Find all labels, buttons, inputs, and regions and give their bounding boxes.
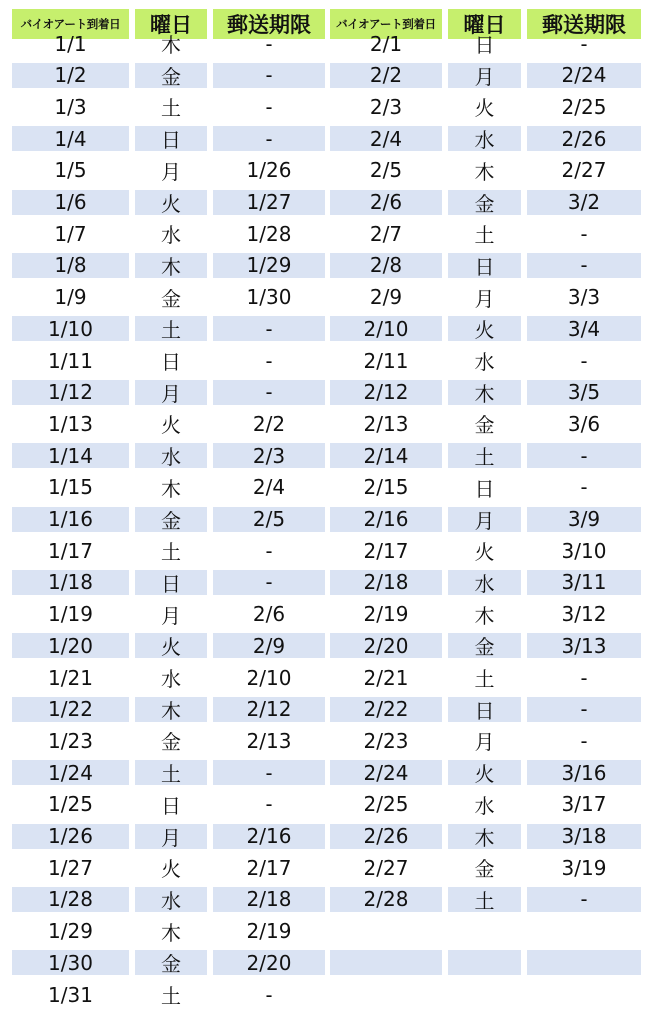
jan-day-cell: 火: [161, 857, 181, 882]
jan-day-cell: 木: [161, 33, 181, 57]
feb-deadline-cell: 3/16: [527, 760, 641, 785]
jan-date-cell: 1/31: [48, 982, 93, 1007]
jan-deadline-cell: -: [213, 63, 325, 88]
feb-day-cell: 木: [474, 159, 495, 184]
feb-day-cell: 水: [448, 570, 521, 595]
jan-deadline-cell: -: [262, 792, 276, 817]
feb-date-cell: 2/15: [363, 475, 409, 500]
jan-deadline-cell: -: [262, 538, 276, 563]
jan-date-cell: 1/29: [48, 919, 93, 944]
jan-date-cell: 1/19: [48, 602, 93, 627]
jan-day-cell: 水: [135, 443, 207, 468]
feb-date-cell: 2/3: [369, 94, 403, 119]
feb-deadline-cell: -: [577, 221, 591, 246]
empty-cell: [448, 950, 521, 975]
jan-date-cell: 1/18: [12, 570, 129, 595]
feb-date-cell: 2/14: [330, 443, 442, 468]
jan-deadline-cell: 2/16: [213, 824, 325, 849]
jan-date-cell: 1/5: [54, 158, 87, 183]
jan-date-cell: 1/1: [54, 31, 87, 56]
jan-deadline-cell: 2/6: [252, 602, 286, 627]
jan-deadline-cell: -: [262, 982, 276, 1007]
jan-day-cell: 土: [161, 540, 181, 565]
jan-date-cell: 1/12: [12, 380, 129, 405]
jan-deadline-cell: -: [213, 760, 325, 785]
jan-deadline-cell: 2/5: [213, 507, 325, 532]
feb-date-cell: 2/13: [363, 411, 409, 436]
feb-date-cell: 2/10: [330, 316, 442, 341]
jan-date-cell: 1/10: [12, 316, 129, 341]
jan-date-cell: 1/22: [12, 697, 129, 722]
feb-date-cell: 2/6: [330, 190, 442, 215]
jan-day-cell: 土: [161, 984, 181, 1008]
feb-deadline-cell: 3/13: [527, 633, 641, 658]
feb-day-cell: 木: [474, 603, 495, 628]
feb-date-cell: 2/1: [369, 31, 403, 56]
feb-date-cell: 2/23: [363, 728, 409, 753]
jan-day-cell: 土: [135, 760, 207, 785]
feb-deadline-cell: -: [527, 443, 641, 468]
feb-day-cell: 木: [448, 824, 521, 849]
header-weekday-feb: 曜日: [448, 9, 521, 39]
header-arrival-date-jan: バイオアート到着日: [12, 9, 129, 39]
jan-date-cell: 1/6: [12, 190, 129, 215]
jan-day-cell: 日: [135, 570, 207, 595]
jan-date-cell: 1/25: [48, 792, 93, 817]
jan-day-cell: 金: [135, 63, 207, 88]
feb-date-cell: 2/9: [369, 285, 403, 310]
feb-date-cell: 2/24: [330, 760, 442, 785]
jan-deadline-cell: 2/19: [246, 919, 292, 944]
jan-deadline-cell: -: [262, 348, 276, 373]
jan-deadline-cell: 2/13: [246, 728, 292, 753]
feb-date-cell: 2/22: [330, 697, 442, 722]
feb-deadline-cell: 2/27: [561, 158, 607, 183]
feb-deadline-cell: -: [527, 887, 641, 912]
feb-deadline-cell: 3/3: [567, 285, 601, 310]
feb-deadline-cell: -: [577, 348, 591, 373]
feb-deadline-cell: -: [527, 253, 641, 278]
jan-deadline-cell: 2/18: [213, 887, 325, 912]
jan-deadline-cell: 1/26: [246, 158, 292, 183]
feb-date-cell: 2/8: [330, 253, 442, 278]
feb-day-cell: 火: [448, 760, 521, 785]
jan-deadline-cell: 1/28: [246, 221, 292, 246]
feb-deadline-cell: -: [577, 475, 591, 500]
feb-date-cell: 2/21: [363, 665, 409, 690]
jan-date-cell: 1/9: [54, 285, 87, 310]
feb-deadline-cell: 3/19: [561, 855, 607, 880]
feb-date-cell: 2/18: [330, 570, 442, 595]
feb-deadline-cell: 3/12: [561, 602, 607, 627]
jan-deadline-cell: -: [262, 31, 276, 56]
jan-deadline-cell: 2/17: [246, 855, 292, 880]
feb-date-cell: 2/28: [330, 887, 442, 912]
feb-deadline-cell: 3/9: [527, 507, 641, 532]
header-weekday-jan: 曜日: [135, 9, 207, 39]
jan-date-cell: 1/8: [12, 253, 129, 278]
empty-cell: [527, 950, 641, 975]
jan-day-cell: 木: [161, 476, 181, 501]
feb-day-cell: 火: [448, 316, 521, 341]
feb-deadline-cell: -: [577, 665, 591, 690]
jan-day-cell: 土: [161, 96, 181, 121]
feb-deadline-cell: 2/25: [561, 94, 607, 119]
jan-date-cell: 1/21: [48, 665, 93, 690]
feb-day-cell: 金: [448, 633, 521, 658]
jan-day-cell: 水: [135, 887, 207, 912]
jan-date-cell: 1/16: [12, 507, 129, 532]
empty-cell: [330, 950, 442, 975]
jan-date-cell: 1/11: [48, 348, 93, 373]
jan-date-cell: 1/15: [48, 475, 93, 500]
jan-deadline-cell: 2/2: [252, 411, 286, 436]
jan-date-cell: 1/30: [12, 950, 129, 975]
jan-deadline-cell: 2/20: [213, 950, 325, 975]
feb-deadline-cell: 3/17: [561, 792, 607, 817]
feb-day-cell: 木: [448, 380, 521, 405]
feb-day-cell: 月: [474, 286, 495, 311]
feb-date-cell: 2/16: [330, 507, 442, 532]
feb-deadline-cell: 3/4: [527, 316, 641, 341]
jan-deadline-cell: 2/12: [213, 697, 325, 722]
jan-deadline-cell: 1/30: [246, 285, 292, 310]
feb-day-cell: 金: [474, 857, 495, 882]
feb-date-cell: 2/12: [330, 380, 442, 405]
feb-deadline-cell: 3/2: [527, 190, 641, 215]
feb-day-cell: 土: [448, 887, 521, 912]
jan-deadline-cell: -: [213, 126, 325, 151]
jan-day-cell: 土: [135, 316, 207, 341]
feb-date-cell: 2/27: [363, 855, 409, 880]
feb-deadline-cell: 3/18: [527, 824, 641, 849]
feb-date-cell: 2/17: [363, 538, 409, 563]
feb-day-cell: 金: [448, 190, 521, 215]
feb-day-cell: 水: [474, 350, 495, 374]
feb-day-cell: 火: [474, 96, 495, 121]
jan-day-cell: 月: [161, 159, 181, 184]
feb-day-cell: 日: [448, 253, 521, 278]
jan-day-cell: 火: [135, 633, 207, 658]
jan-day-cell: 金: [135, 507, 207, 532]
jan-day-cell: 金: [161, 730, 181, 755]
feb-day-cell: 月: [448, 63, 521, 88]
jan-date-cell: 1/26: [12, 824, 129, 849]
jan-day-cell: 金: [161, 286, 181, 311]
feb-date-cell: 2/11: [363, 348, 409, 373]
jan-day-cell: 日: [161, 350, 181, 374]
header-arrival-date-feb: バイオアート到着日: [330, 9, 442, 39]
feb-date-cell: 2/5: [369, 158, 403, 183]
feb-day-cell: 金: [474, 413, 495, 438]
feb-date-cell: 2/2: [330, 63, 442, 88]
jan-day-cell: 木: [135, 253, 207, 278]
feb-deadline-cell: -: [577, 728, 591, 753]
feb-date-cell: 2/7: [369, 221, 403, 246]
feb-deadline-cell: 3/6: [567, 411, 601, 436]
jan-deadline-cell: 2/9: [213, 633, 325, 658]
feb-deadline-cell: -: [577, 31, 591, 56]
feb-date-cell: 2/26: [330, 824, 442, 849]
jan-date-cell: 1/27: [48, 855, 93, 880]
header-mail-deadline-jan: 郵送期限: [213, 9, 325, 39]
jan-deadline-cell: 1/29: [213, 253, 325, 278]
jan-deadline-cell: 1/27: [213, 190, 325, 215]
jan-date-cell: 1/2: [12, 63, 129, 88]
feb-date-cell: 2/25: [363, 792, 409, 817]
feb-date-cell: 2/19: [363, 602, 409, 627]
feb-date-cell: 2/20: [330, 633, 442, 658]
jan-day-cell: 金: [135, 950, 207, 975]
jan-date-cell: 1/4: [12, 126, 129, 151]
jan-day-cell: 月: [135, 824, 207, 849]
feb-deadline-cell: 3/11: [527, 570, 641, 595]
jan-deadline-cell: -: [213, 316, 325, 341]
jan-date-cell: 1/20: [12, 633, 129, 658]
jan-date-cell: 1/24: [12, 760, 129, 785]
feb-deadline-cell: 3/10: [561, 538, 607, 563]
jan-day-cell: 火: [135, 190, 207, 215]
jan-day-cell: 月: [161, 603, 181, 628]
feb-deadline-cell: 2/26: [527, 126, 641, 151]
jan-day-cell: 水: [161, 667, 181, 691]
jan-day-cell: 日: [161, 793, 181, 818]
feb-deadline-cell: -: [527, 697, 641, 722]
jan-day-cell: 水: [161, 223, 181, 248]
jan-deadline-cell: -: [213, 380, 325, 405]
jan-deadline-cell: 2/4: [252, 475, 286, 500]
jan-day-cell: 火: [161, 413, 181, 438]
jan-date-cell: 1/14: [12, 443, 129, 468]
jan-date-cell: 1/13: [48, 411, 93, 436]
jan-deadline-cell: 2/3: [213, 443, 325, 468]
feb-day-cell: 土: [474, 667, 495, 691]
feb-day-cell: 月: [474, 730, 495, 755]
feb-day-cell: 日: [474, 33, 495, 57]
header-mail-deadline-feb: 郵送期限: [527, 9, 641, 39]
feb-date-cell: 2/4: [330, 126, 442, 151]
jan-day-cell: 日: [135, 126, 207, 151]
feb-day-cell: 水: [448, 126, 521, 151]
jan-day-cell: 木: [135, 697, 207, 722]
jan-date-cell: 1/23: [48, 728, 93, 753]
feb-day-cell: 月: [448, 507, 521, 532]
feb-day-cell: 土: [474, 223, 495, 248]
feb-day-cell: 火: [474, 540, 495, 565]
jan-deadline-cell: 2/10: [246, 665, 292, 690]
jan-deadline-cell: -: [262, 94, 276, 119]
jan-date-cell: 1/7: [54, 221, 87, 246]
jan-day-cell: 月: [135, 380, 207, 405]
feb-day-cell: 土: [448, 443, 521, 468]
feb-deadline-cell: 2/24: [527, 63, 641, 88]
jan-date-cell: 1/3: [54, 94, 87, 119]
feb-day-cell: 日: [474, 476, 495, 501]
feb-day-cell: 水: [474, 793, 495, 818]
jan-date-cell: 1/17: [48, 538, 93, 563]
jan-deadline-cell: -: [213, 570, 325, 595]
feb-deadline-cell: 3/5: [527, 380, 641, 405]
jan-date-cell: 1/28: [12, 887, 129, 912]
jan-day-cell: 木: [161, 920, 181, 945]
feb-day-cell: 日: [448, 697, 521, 722]
